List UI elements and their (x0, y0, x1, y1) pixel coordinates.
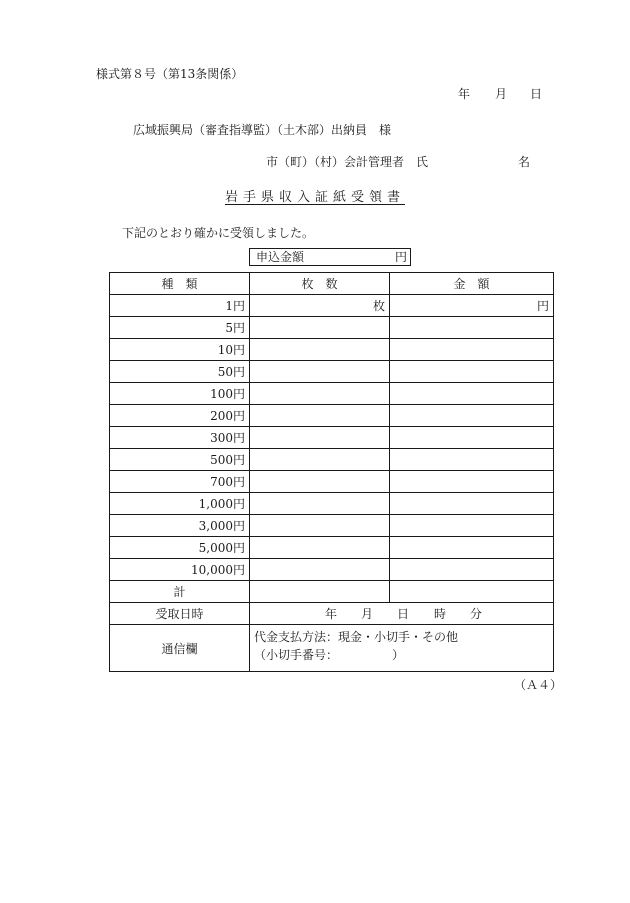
denomination-label: 5円 (110, 317, 250, 339)
table-row (110, 361, 554, 383)
amount-cell (390, 317, 554, 339)
denomination-label: 200円 (110, 405, 250, 427)
count-cell (250, 317, 390, 339)
check-number: （小切手番号： ） (254, 648, 405, 662)
amount-cell (390, 405, 554, 427)
count-cell (250, 361, 390, 383)
table-row (110, 449, 554, 471)
header-amount: 金 額 (390, 273, 554, 295)
remarks-cell (250, 625, 554, 672)
table-row (110, 471, 554, 493)
date-day: 日 (530, 87, 543, 101)
count-cell (250, 471, 390, 493)
form-number: 様式第８号（第13条関係） (96, 67, 244, 81)
received-row (110, 603, 554, 625)
total-row (110, 581, 554, 603)
amount-cell (390, 471, 554, 493)
denomination-rows (110, 295, 554, 581)
amount-cell (390, 449, 554, 471)
table-row (110, 493, 554, 515)
received-datetime (250, 603, 554, 625)
count-cell (250, 339, 390, 361)
received-hour: 時 (434, 607, 447, 621)
denomination-label: 50円 (110, 361, 250, 383)
table-row (110, 339, 554, 361)
amount-cell (390, 383, 554, 405)
table-header-row (110, 273, 554, 295)
header-type: 種 類 (110, 273, 250, 295)
intro-text: 下記のとおり確かに受領しました。 (122, 226, 315, 240)
denomination-label: 5,000円 (110, 537, 250, 559)
table-row (110, 383, 554, 405)
count-cell (250, 449, 390, 471)
date-line (458, 87, 542, 101)
table-row (110, 515, 554, 537)
date-month: 月 (495, 87, 508, 101)
amount-cell (390, 537, 554, 559)
amount-cell (390, 515, 554, 537)
received-minute: 分 (470, 607, 483, 621)
total-label: 計 (110, 581, 250, 603)
remarks-label: 通信欄 (110, 625, 250, 672)
count-cell (250, 515, 390, 537)
title-text: 岩手県収入証紙受領書 (224, 190, 405, 205)
count-cell (250, 537, 390, 559)
total-count-cell (250, 581, 390, 603)
document-title (0, 191, 630, 205)
amount-cell (390, 361, 554, 383)
denomination-label: 10円 (110, 339, 250, 361)
sender-label: 市（町）（村）会計管理者 氏 (266, 155, 429, 169)
denomination-label: 1,000円 (110, 493, 250, 515)
remarks-row (110, 625, 554, 672)
denomination-label: 10,000円 (110, 559, 250, 581)
table-row (110, 405, 554, 427)
received-day: 日 (397, 607, 410, 621)
addressee: 広域振興局（審査指導監）（土木部）出納員 様 (133, 123, 392, 137)
denomination-label: 3,000円 (110, 515, 250, 537)
sender-name-suffix: 名 (518, 155, 531, 169)
denomination-label: 1円 (110, 295, 250, 317)
amount-cell (390, 493, 554, 515)
denomination-label: 100円 (110, 383, 250, 405)
amount-cell (390, 427, 554, 449)
denomination-label: 300円 (110, 427, 250, 449)
date-year: 年 (458, 87, 471, 101)
count-cell: 枚 (250, 295, 390, 317)
amount-unit: 円 (395, 250, 408, 264)
table-row (110, 317, 554, 339)
payment-method: 代金支払方法：現金・小切手・その他 (254, 630, 459, 644)
table-row (110, 427, 554, 449)
amount-cell (390, 559, 554, 581)
denomination-label: 500円 (110, 449, 250, 471)
count-cell (250, 427, 390, 449)
table-row (110, 537, 554, 559)
count-cell (250, 559, 390, 581)
total-amount-cell (390, 581, 554, 603)
sender-line (266, 155, 530, 169)
count-cell (250, 493, 390, 515)
amount-label: 申込金額 (256, 250, 305, 264)
amount-cell: 円 (390, 295, 554, 317)
header-count: 枚 数 (250, 273, 390, 295)
table-row (110, 559, 554, 581)
received-year: 年 (325, 607, 338, 621)
stamp-table (109, 272, 554, 672)
denomination-label: 700円 (110, 471, 250, 493)
count-cell (250, 405, 390, 427)
received-month: 月 (361, 607, 374, 621)
paper-size: （Ａ４） (514, 678, 563, 692)
count-cell (250, 383, 390, 405)
application-amount-box (249, 248, 411, 266)
table-row (110, 295, 554, 317)
amount-cell (390, 339, 554, 361)
received-label: 受取日時 (110, 603, 250, 625)
